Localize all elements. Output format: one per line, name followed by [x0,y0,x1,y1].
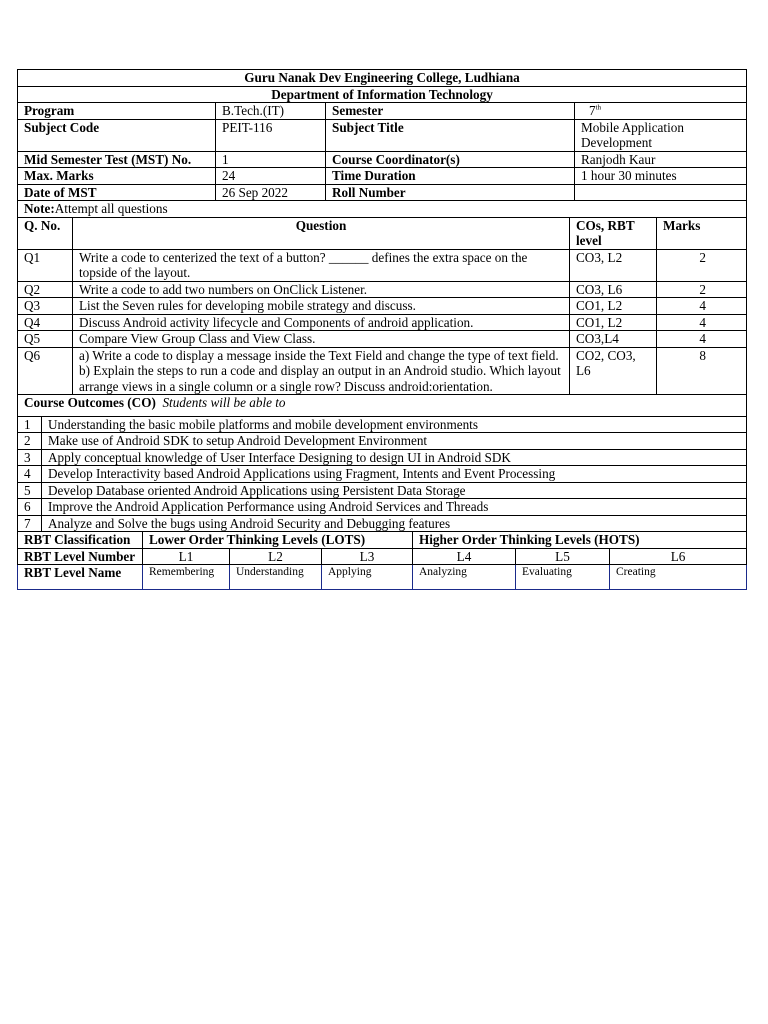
question-row: Q6 a) Write a code to display a message inside the Text Field and change the type of text field. b) Explain the steps to run a code and display an output in an Android studio. Which layout arrange views in a single column or a single row? Discuss android:orientation. CO2, CO3, L6 8 [18,347,747,395]
rbt-lots: Lower Order Thinking Levels (LOTS) [143,532,413,549]
rbt-hots: Higher Order Thinking Levels (HOTS) [413,532,747,549]
rbt-level: L5 [516,548,610,565]
time-label: Time Duration [326,168,575,185]
question-row: Q1 Write a code to centerized the text of a button? ______ defines the extra space on the topside of the layout. CO3, L2 2 [18,249,747,281]
semester-label: Semester [326,103,575,120]
rbt-level: L3 [322,548,413,565]
subject-code-value: PEIT-116 [216,119,326,151]
roll-label: Roll Number [326,184,575,201]
subject-code-label: Subject Code [18,119,216,151]
note: Note:Attempt all questions [18,201,747,218]
semester-value: 7th [575,103,747,120]
program-label: Program [18,103,216,120]
rbt-level-name: Understanding [230,565,322,590]
co-row: 1 Understanding the basic mobile platforms and mobile development environments [18,416,747,433]
rbt-level: L2 [230,548,322,565]
co-heading: Course Outcomes (CO) Students will be able to [18,395,747,417]
program-value: B.Tech.(IT) [216,103,326,120]
rbt-level-number-label: RBT Level Number [18,548,143,565]
subject-title-value: Mobile Application Development [575,119,747,151]
mst-label: Mid Semester Test (MST) No. [18,151,216,168]
question-row: Q4 Discuss Android activity lifecycle and Components of android application. CO1, L2 4 [18,314,747,331]
co-row: 5 Develop Database oriented Android Applications using Persistent Data Storage [18,482,747,499]
marks-header: Marks [657,217,747,249]
mst-value: 1 [216,151,326,168]
subject-title-label: Subject Title [326,119,575,151]
cos-header: COs, RBT level [570,217,657,249]
co-row: 2 Make use of Android SDK to setup Android Development Environment [18,433,747,450]
co-row: 4 Develop Interactivity based Android Applications using Fragment, Intents and Event Processing [18,466,747,483]
questions-table [17,217,747,396]
roll-value [575,184,747,201]
rbt-level: L4 [413,548,516,565]
rbt-level-name: Analyzing [413,565,516,590]
question-header: Question [73,217,570,249]
header-info-table [17,69,747,218]
rbt-level-name: Applying [322,565,413,590]
rbt-level-name-label: RBT Level Name [18,565,143,590]
rbt-table [17,531,747,590]
rbt-classification-label: RBT Classification [18,532,143,549]
max-marks-label: Max. Marks [18,168,216,185]
rbt-level-name: Evaluating [516,565,610,590]
co-row: 7 Analyze and Solve the bugs using Android Security and Debugging features [18,515,747,532]
date-label: Date of MST [18,184,216,201]
question-row: Q2 Write a code to add two numbers on OnClick Listener. CO3, L6 2 [18,281,747,298]
rbt-level-name: Remembering [143,565,230,590]
rbt-level: L6 [610,548,747,565]
question-row: Q5 Compare View Group Class and View Class. CO3,L4 4 [18,331,747,348]
date-value: 26 Sep 2022 [216,184,326,201]
co-row: 3 Apply conceptual knowledge of User Interface Designing to design UI in Android SDK [18,449,747,466]
co-row: 6 Improve the Android Application Performance using Android Services and Threads [18,499,747,516]
coordinator-label: Course Coordinator(s) [326,151,575,168]
department-name: Department of Information Technology [18,86,747,103]
max-marks-value: 24 [216,168,326,185]
college-name: Guru Nanak Dev Engineering College, Ludhiana [18,70,747,87]
qno-header: Q. No. [18,217,73,249]
course-outcomes-table [17,394,747,532]
rbt-level-name: Creating [610,565,747,590]
question-row: Q3 List the Seven rules for developing mobile strategy and discuss. CO1, L2 4 [18,298,747,315]
question-paper [17,69,746,590]
coordinator-value: Ranjodh Kaur [575,151,747,168]
rbt-level: L1 [143,548,230,565]
time-value: 1 hour 30 minutes [575,168,747,185]
